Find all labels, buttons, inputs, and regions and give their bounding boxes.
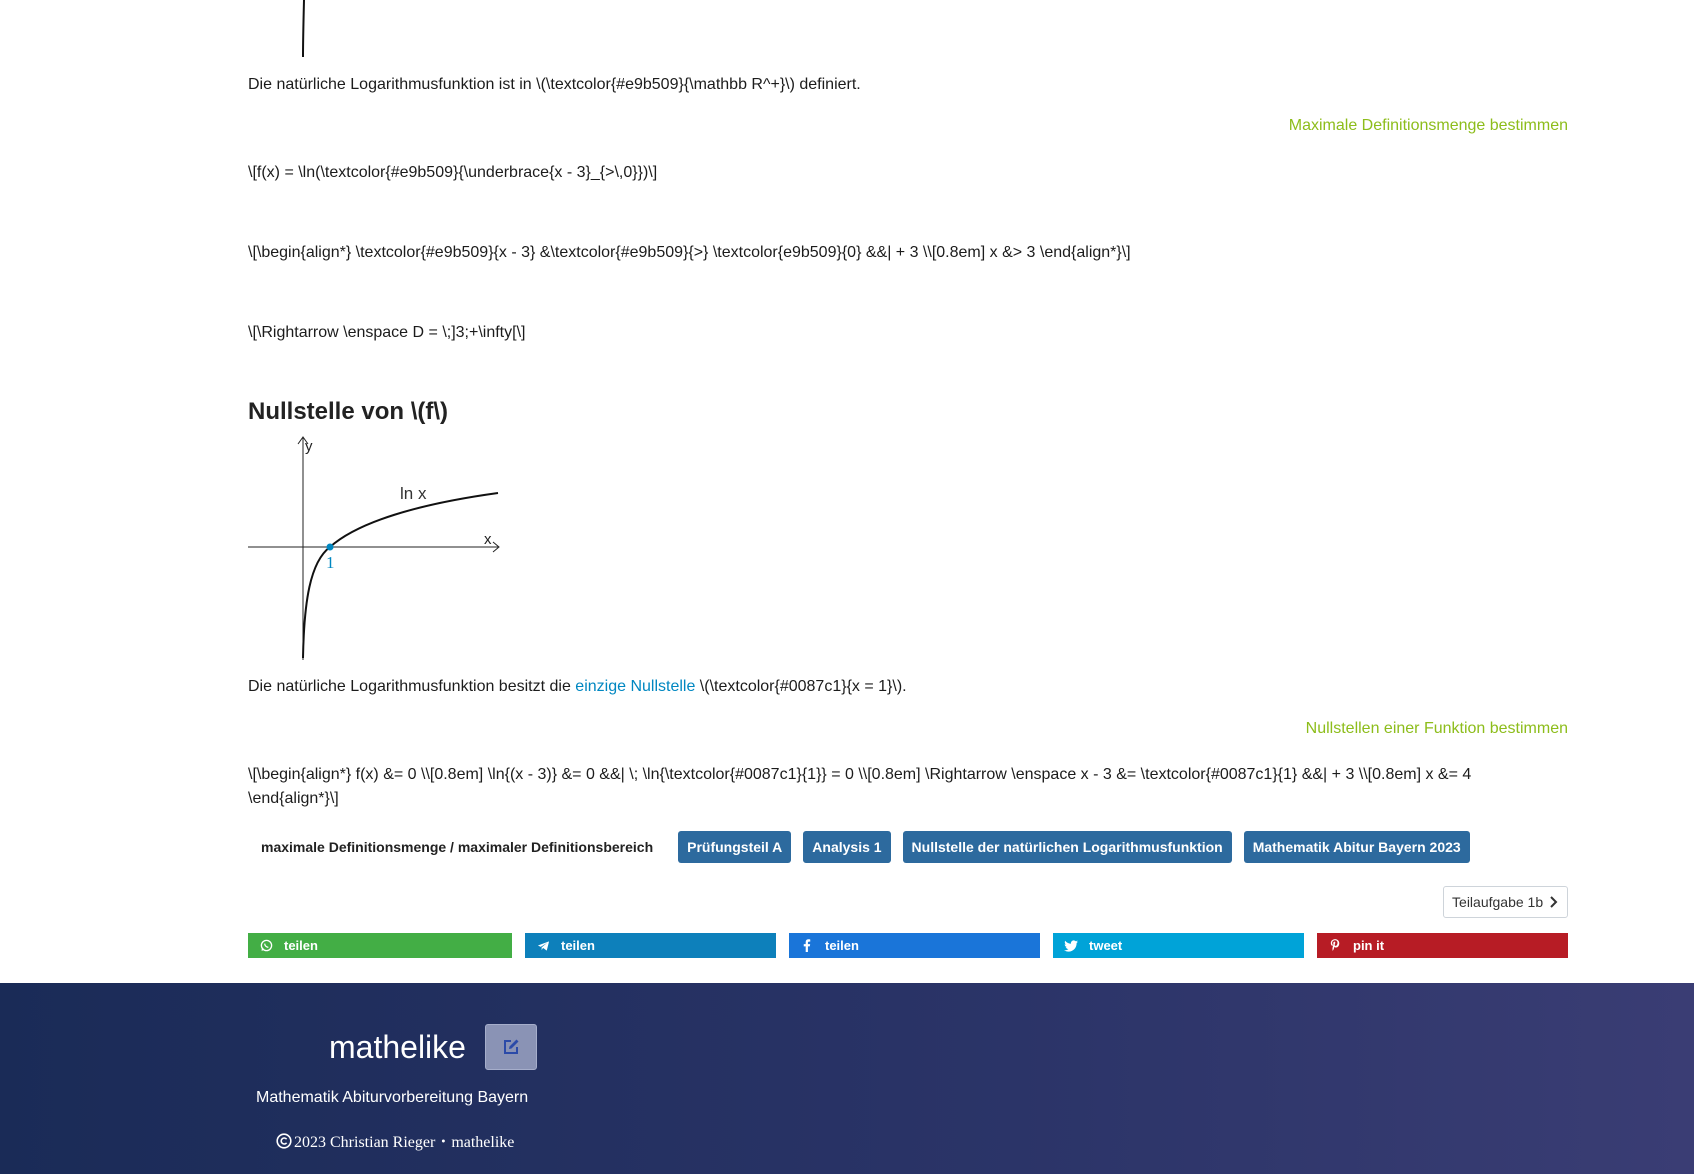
- tag-list: [248, 831, 1470, 863]
- tag-abitur-2023[interactable]: Mathematik Abitur Bayern 2023: [1244, 831, 1470, 863]
- formula-domain: \[\Rightarrow \enspace D = \;]3;+\infty[\]: [248, 324, 526, 341]
- whatsapp-icon: [248, 933, 284, 958]
- zero-sentence: [248, 675, 907, 699]
- footer: [0, 983, 1694, 1174]
- formula-inequality: \[\begin{align*} \textcolor{#e9b509}{x - 3} &\textcolor{#e9b509}{>} \textcolor{e9b509}{0} &&| + 3 \\[0.8em] x &> 3 \end{align*}\]: [248, 244, 1131, 261]
- facebook-icon: [789, 933, 825, 958]
- einzige-nullstelle-link[interactable]: einzige Nullstelle: [575, 678, 696, 695]
- copyright-text: 2023 Christian Rieger・mathelike: [294, 1134, 515, 1151]
- curve-label: ln x: [400, 484, 427, 503]
- next-subtask-label: Teilaufgabe 1b: [1452, 894, 1544, 910]
- ln-curve: [303, 493, 498, 658]
- ln-graph: [248, 432, 504, 662]
- nullstellen-link[interactable]: Nullstellen einer Funktion bestimmen: [1305, 720, 1568, 737]
- definition-sentence: Die natürliche Logarithmusfunktion ist in \(\textcolor{#e9b509}{\mathbb R^+}\) definiert.: [248, 76, 861, 93]
- zero-label: 1: [326, 553, 335, 572]
- formula-function: \[f(x) = \ln(\textcolor{#e9b509}{\underbrace{x - 3}_{>\,0}})\]: [248, 164, 658, 181]
- share-pinterest-label: pin it: [1353, 938, 1385, 953]
- edit-icon: [502, 1038, 520, 1056]
- formula-zero-line1: \[\begin{align*} f(x) &= 0 \\[0.8em] \ln{(x - 3)} &= 0 &&| \; \ln{\textcolor{#0087c1}{1}} = 0 \\[0.8em] \Rightarrow \enspace x - 3 &= \textcolor{#0087c1}{1} &&| + 3 \\[0.8em] x &= 4: [248, 766, 1472, 783]
- share-telegram-button[interactable]: [525, 933, 776, 958]
- next-subtask-button[interactable]: [1443, 886, 1568, 918]
- telegram-icon: [525, 933, 561, 958]
- zero-point: [327, 544, 334, 551]
- tag-nullstelle-ln[interactable]: Nullstelle der natürlichen Logarithmusfunktion: [903, 831, 1232, 863]
- zero-sentence-before: Die natürliche Logarithmusfunktion besitzt die: [248, 678, 576, 695]
- share-whatsapp-button[interactable]: [248, 933, 512, 958]
- share-telegram-label: teilen: [561, 938, 595, 953]
- footer-brand: mathelike: [329, 1029, 466, 1065]
- copyright-icon: [276, 1133, 292, 1149]
- chevron-right-icon: [1549, 896, 1559, 908]
- share-twitter-button[interactable]: [1053, 933, 1304, 958]
- share-twitter-label: tweet: [1089, 938, 1123, 953]
- share-facebook-button[interactable]: [789, 933, 1040, 958]
- tag-definitionsmenge[interactable]: maximale Definitionsmenge / maximaler Definitionsbereich: [248, 831, 666, 863]
- twitter-icon: [1053, 933, 1089, 958]
- tag-pruefungsteil-a[interactable]: Prüfungsteil A: [678, 831, 791, 863]
- share-pinterest-button[interactable]: [1317, 933, 1568, 958]
- section-title: Nullstelle von \(f\): [248, 398, 449, 425]
- y-axis-label: y: [305, 438, 313, 455]
- zero-sentence-after: \(\textcolor{#0087c1}{x = 1}\).: [695, 678, 907, 695]
- graph-fragment-top: [248, 0, 308, 60]
- formula-zero-line2: \end{align*}\]: [248, 790, 339, 807]
- tag-analysis-1[interactable]: Analysis 1: [803, 831, 890, 863]
- pinterest-icon: [1317, 933, 1353, 958]
- share-facebook-label: teilen: [825, 938, 859, 953]
- definitionsmenge-link[interactable]: Maximale Definitionsmenge bestimmen: [1288, 117, 1568, 134]
- footer-tagline: Mathematik Abiturvorbereitung Bayern: [256, 1089, 529, 1106]
- edit-button[interactable]: [485, 1024, 537, 1070]
- share-whatsapp-label: teilen: [284, 938, 318, 953]
- x-axis-label: x: [484, 531, 492, 548]
- footer-copyright: [276, 1129, 514, 1152]
